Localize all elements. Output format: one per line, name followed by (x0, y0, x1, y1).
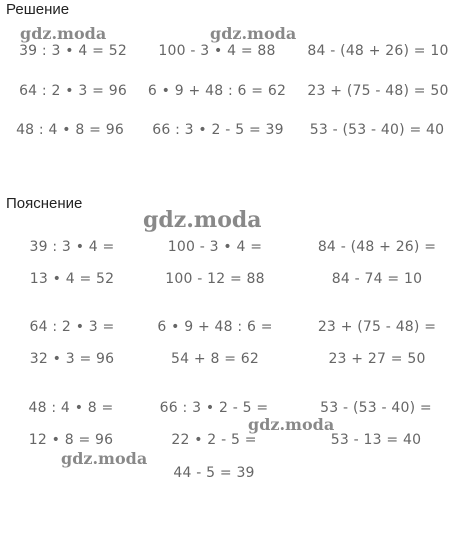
solution-equation: 64 : 2 • 3 = 96 (19, 83, 127, 99)
watermark: gdz.moda (61, 449, 148, 468)
watermark: gdz.moda (20, 24, 107, 43)
explanation-step: 12 • 8 = 96 (28, 432, 114, 448)
solution-equation: 48 : 4 • 8 = 96 (16, 122, 124, 138)
explanation-step: 84 - 74 = 10 (331, 271, 423, 287)
solution-equation: 23 + (75 - 48) = 50 (307, 83, 449, 99)
solution-equation: 39 : 3 • 4 = 52 (19, 43, 127, 59)
explanation-step: 54 + 8 = 62 (171, 351, 259, 367)
explanation-step: 23 + (75 - 48) = (317, 319, 437, 335)
explanation-step: 39 : 3 • 4 = (29, 239, 115, 255)
explanation-step: 84 - (48 + 26) = (317, 239, 437, 255)
solution-equation: 6 • 9 + 48 : 6 = 62 (147, 83, 287, 99)
explanation-heading: Пояснение (6, 195, 83, 212)
watermark: gdz.moda (248, 415, 335, 434)
explanation-step: 53 - (53 - 40) = (320, 400, 432, 416)
watermark: gdz.moda (210, 24, 297, 43)
explanation-step: 66 : 3 • 2 - 5 = (159, 400, 269, 416)
solution-heading: Решение (6, 1, 70, 18)
explanation-step: 13 • 4 = 52 (29, 271, 115, 287)
explanation-step: 100 - 12 = 88 (165, 271, 265, 287)
explanation-step: 22 • 2 - 5 = (171, 432, 257, 448)
explanation-step: 53 - 13 = 40 (330, 432, 422, 448)
explanation-step: 6 • 9 + 48 : 6 = (157, 319, 273, 335)
explanation-step: 32 • 3 = 96 (29, 351, 115, 367)
explanation-step: 48 : 4 • 8 = (28, 400, 114, 416)
solution-equation: 53 - (53 - 40) = 40 (309, 122, 445, 138)
explanation-step: 23 + 27 = 50 (328, 351, 426, 367)
solution-equation: 66 : 3 • 2 - 5 = 39 (152, 122, 284, 138)
explanation-step: 64 : 2 • 3 = (29, 319, 115, 335)
solution-equation: 84 - (48 + 26) = 10 (307, 43, 449, 59)
explanation-step: 44 - 5 = 39 (173, 465, 255, 481)
watermark: gdz.moda (143, 207, 262, 233)
explanation-step: 100 - 3 • 4 = (167, 239, 263, 255)
solution-equation: 100 - 3 • 4 = 88 (158, 43, 276, 59)
